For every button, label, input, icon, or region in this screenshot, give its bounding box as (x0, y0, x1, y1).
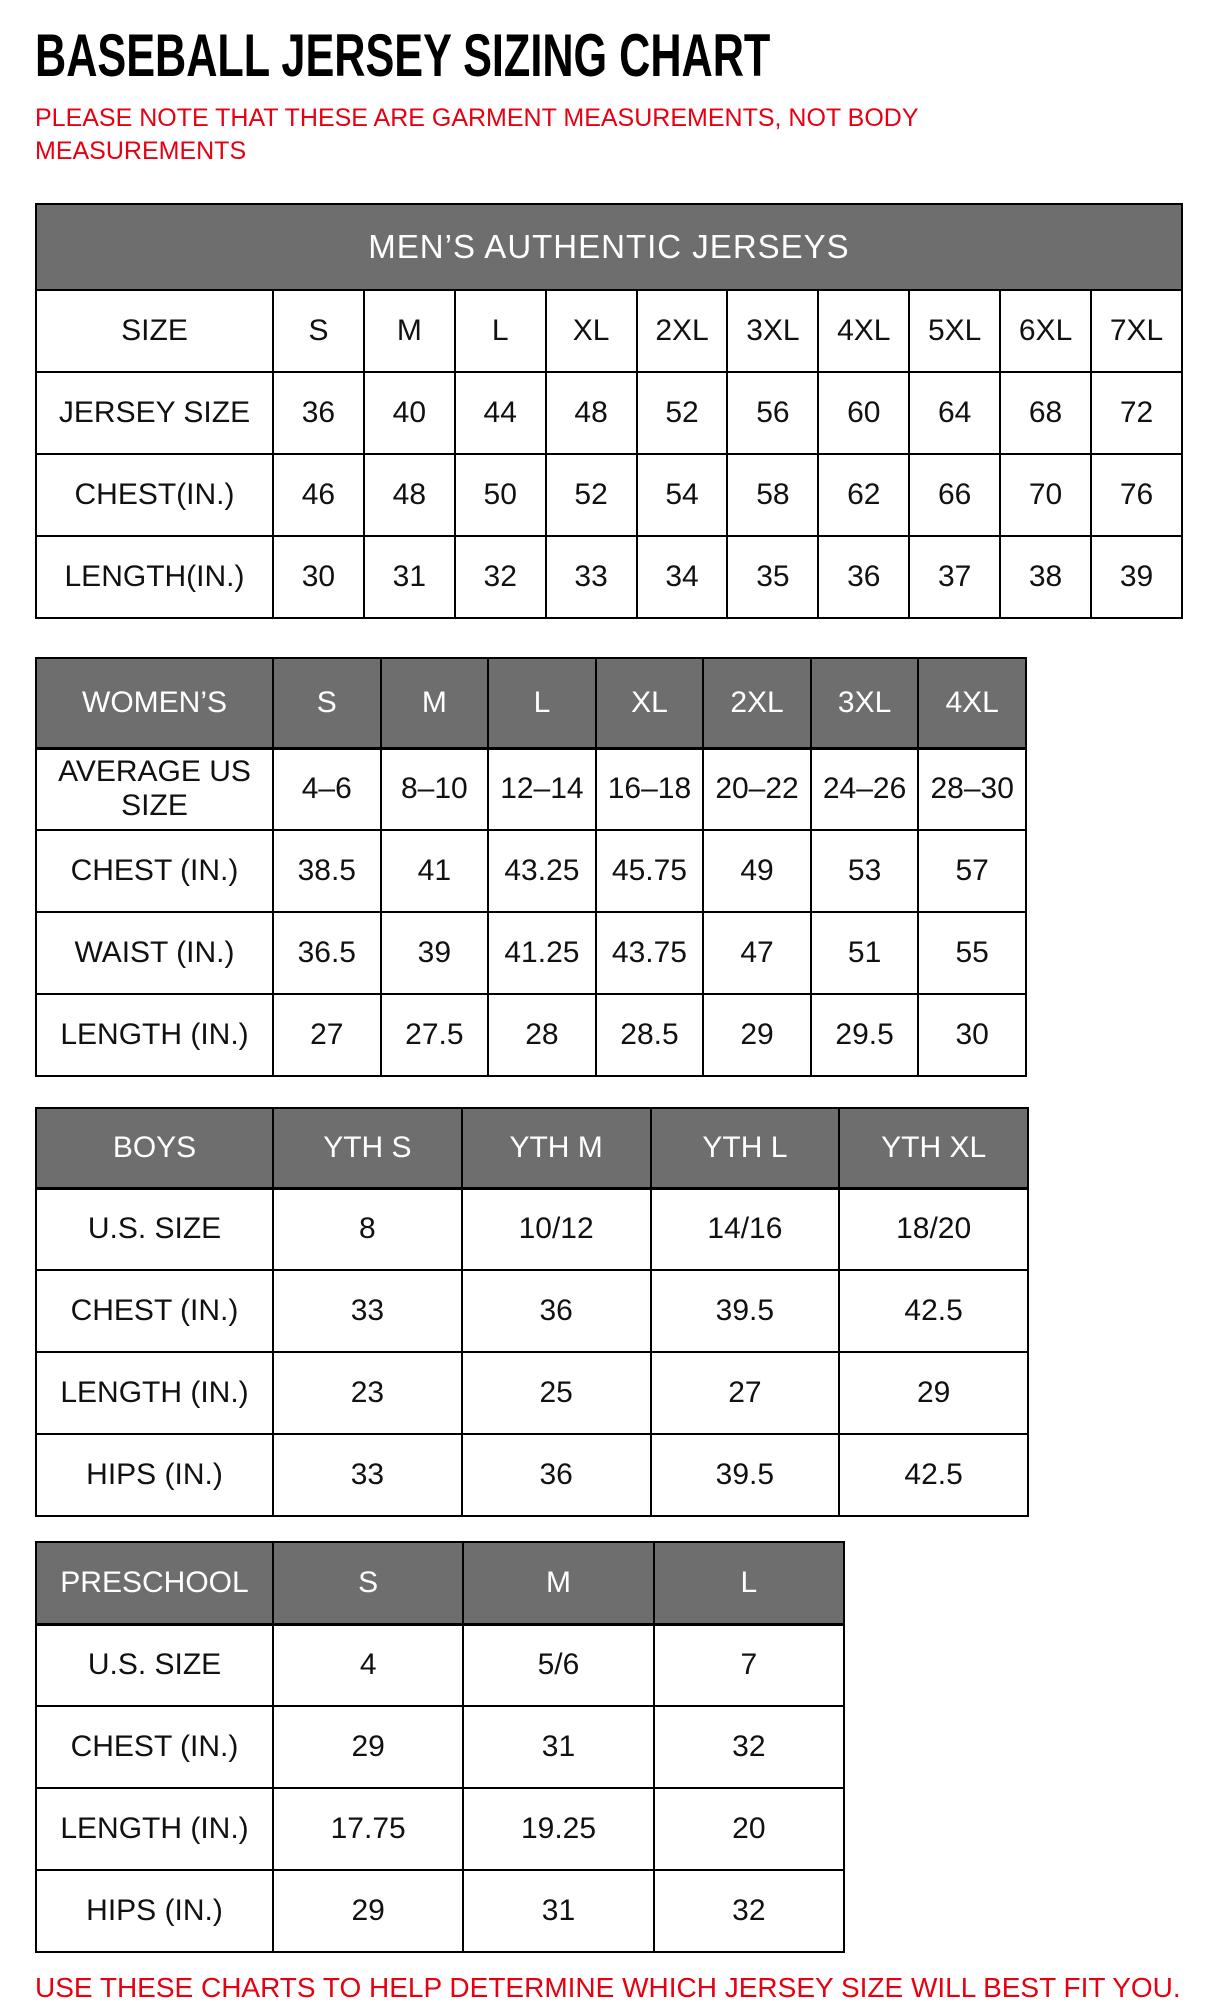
column-header-cell: 2XL (703, 658, 811, 748)
value-cell: 36 (462, 1434, 651, 1516)
footer-note: USE THESE CHARTS TO HELP DETERMINE WHICH JERSEY SIZE WILL BEST FIT YOU. (35, 1972, 1181, 2003)
column-header-cell: L (488, 658, 596, 748)
column-header-cell: YTH XL (839, 1108, 1028, 1188)
row-label-cell: CHEST (IN.) (36, 1270, 273, 1352)
column-header-cell: 6XL (1000, 290, 1091, 372)
row-label-cell: CHEST (IN.) (36, 1706, 273, 1788)
value-cell: 76 (1091, 454, 1182, 536)
column-header-cell: L (654, 1542, 844, 1624)
value-cell: 54 (637, 454, 728, 536)
value-cell: 35 (727, 536, 818, 618)
row-label-cell: U.S. SIZE (36, 1624, 273, 1706)
value-cell: 29 (839, 1352, 1028, 1434)
table-row (36, 830, 1026, 912)
table-row (36, 1706, 844, 1788)
row-label-cell: U.S. SIZE (36, 1188, 273, 1270)
value-cell: 64 (909, 372, 1000, 454)
value-cell: 52 (546, 454, 637, 536)
value-cell: 31 (364, 536, 455, 618)
row-label-cell: LENGTH (IN.) (36, 994, 273, 1076)
value-cell: 30 (273, 536, 364, 618)
column-header-cell: M (381, 658, 489, 748)
row-label-cell: JERSEY SIZE (36, 372, 273, 454)
value-cell: 37 (909, 536, 1000, 618)
value-cell: 36 (462, 1270, 651, 1352)
column-header-cell: 4XL (818, 290, 909, 372)
value-cell: 27 (651, 1352, 840, 1434)
column-header-cell: YTH M (462, 1108, 651, 1188)
value-cell: 42.5 (839, 1434, 1028, 1516)
value-cell: 41 (381, 830, 489, 912)
value-cell: 36 (273, 372, 364, 454)
column-header-row (36, 290, 1182, 372)
value-cell: 34 (637, 536, 728, 618)
value-cell: 12–14 (488, 748, 596, 830)
womens-sizing-table (35, 657, 1027, 1077)
table-row (36, 372, 1182, 454)
value-cell: 38 (1000, 536, 1091, 618)
row-label-cell: LENGTH (IN.) (36, 1352, 273, 1434)
table-row (36, 1188, 1028, 1270)
column-header-row (36, 1542, 844, 1624)
value-cell: 62 (818, 454, 909, 536)
value-cell: 33 (273, 1434, 462, 1516)
column-header-row (36, 658, 1026, 748)
value-cell: 17.75 (273, 1788, 463, 1870)
column-header-cell: XL (546, 290, 637, 372)
mens-authentic-jerseys-title-bar: MEN’S AUTHENTIC JERSEYS (36, 204, 1182, 290)
value-cell: 23 (273, 1352, 462, 1434)
value-cell: 8 (273, 1188, 462, 1270)
value-cell: 55 (918, 912, 1026, 994)
column-header-cell: YTH L (651, 1108, 840, 1188)
value-cell: 38.5 (273, 830, 381, 912)
value-cell: 29 (273, 1870, 463, 1952)
column-header-cell: S (273, 290, 364, 372)
value-cell: 57 (918, 830, 1026, 912)
row-label-cell: HIPS (IN.) (36, 1434, 273, 1516)
value-cell: 28.5 (596, 994, 704, 1076)
value-cell: 30 (918, 994, 1026, 1076)
header-label-cell: WOMEN’S (36, 658, 273, 748)
value-cell: 31 (463, 1870, 653, 1952)
value-cell: 36 (818, 536, 909, 618)
garment-measurements-note: PLEASE NOTE THAT THESE ARE GARMENT MEASUREMENTS, NOT BODY MEASUREMENTS (35, 104, 919, 165)
value-cell: 53 (811, 830, 919, 912)
value-cell: 32 (654, 1870, 844, 1952)
value-cell: 58 (727, 454, 818, 536)
value-cell: 40 (364, 372, 455, 454)
value-cell: 36.5 (273, 912, 381, 994)
value-cell: 29 (703, 994, 811, 1076)
value-cell: 10/12 (462, 1188, 651, 1270)
row-label-cell: AVERAGE US SIZE (36, 748, 273, 830)
value-cell: 5/6 (463, 1624, 653, 1706)
table-row (36, 1788, 844, 1870)
row-label-cell: LENGTH (IN.) (36, 1788, 273, 1870)
table-row (36, 536, 1182, 618)
preschool-sizing-table (35, 1541, 845, 1953)
column-header-cell: S (273, 1542, 463, 1624)
row-label-cell: CHEST(IN.) (36, 454, 273, 536)
value-cell: 50 (455, 454, 546, 536)
value-cell: 29.5 (811, 994, 919, 1076)
mens-sizing-table (35, 203, 1183, 619)
value-cell: 39 (381, 912, 489, 994)
column-header-cell: 3XL (727, 290, 818, 372)
column-header-cell: 5XL (909, 290, 1000, 372)
column-header-cell: YTH S (273, 1108, 462, 1188)
column-header-cell: M (364, 290, 455, 372)
table-row (36, 454, 1182, 536)
value-cell: 31 (463, 1706, 653, 1788)
row-label-cell: LENGTH(IN.) (36, 536, 273, 618)
value-cell: 20–22 (703, 748, 811, 830)
value-cell: 41.25 (488, 912, 596, 994)
row-label-cell: CHEST (IN.) (36, 830, 273, 912)
header-label-cell: SIZE (36, 290, 273, 372)
column-header-cell: XL (596, 658, 704, 748)
value-cell: 27 (273, 994, 381, 1076)
value-cell: 29 (273, 1706, 463, 1788)
value-cell: 39.5 (651, 1270, 840, 1352)
value-cell: 51 (811, 912, 919, 994)
value-cell: 68 (1000, 372, 1091, 454)
column-header-row (36, 1108, 1028, 1188)
value-cell: 49 (703, 830, 811, 912)
value-cell: 18/20 (839, 1188, 1028, 1270)
boys-sizing-table (35, 1107, 1029, 1517)
value-cell: 39 (1091, 536, 1182, 618)
table-row (36, 912, 1026, 994)
column-header-cell: 2XL (637, 290, 728, 372)
header-label-cell: BOYS (36, 1108, 273, 1188)
table-title-row (36, 204, 1182, 290)
value-cell: 46 (273, 454, 364, 536)
value-cell: 66 (909, 454, 1000, 536)
value-cell: 44 (455, 372, 546, 454)
value-cell: 8–10 (381, 748, 489, 830)
header-label-cell: PRESCHOOL (36, 1542, 273, 1624)
value-cell: 16–18 (596, 748, 704, 830)
value-cell: 20 (654, 1788, 844, 1870)
value-cell: 43.75 (596, 912, 704, 994)
value-cell: 32 (455, 536, 546, 618)
row-label-cell: HIPS (IN.) (36, 1870, 273, 1952)
value-cell: 60 (818, 372, 909, 454)
value-cell: 28 (488, 994, 596, 1076)
value-cell: 52 (637, 372, 728, 454)
value-cell: 47 (703, 912, 811, 994)
column-header-cell: M (463, 1542, 653, 1624)
column-header-cell: 3XL (811, 658, 919, 748)
value-cell: 27.5 (381, 994, 489, 1076)
table-row (36, 1270, 1028, 1352)
column-header-cell: 4XL (918, 658, 1026, 748)
value-cell: 33 (273, 1270, 462, 1352)
value-cell: 43.25 (488, 830, 596, 912)
value-cell: 48 (546, 372, 637, 454)
value-cell: 45.75 (596, 830, 704, 912)
value-cell: 56 (727, 372, 818, 454)
value-cell: 42.5 (839, 1270, 1028, 1352)
value-cell: 32 (654, 1706, 844, 1788)
value-cell: 4 (273, 1624, 463, 1706)
value-cell: 33 (546, 536, 637, 618)
value-cell: 19.25 (463, 1788, 653, 1870)
value-cell: 70 (1000, 454, 1091, 536)
value-cell: 48 (364, 454, 455, 536)
column-header-cell: L (455, 290, 546, 372)
row-label-cell: WAIST (IN.) (36, 912, 273, 994)
table-row (36, 1624, 844, 1706)
column-header-cell: S (273, 658, 381, 748)
page-title: BASEBALL JERSEY SIZING CHART (35, 22, 771, 89)
table-row (36, 994, 1026, 1076)
value-cell: 14/16 (651, 1188, 840, 1270)
table-row (36, 1434, 1028, 1516)
value-cell: 24–26 (811, 748, 919, 830)
table-row (36, 1352, 1028, 1434)
table-row (36, 1870, 844, 1952)
table-row (36, 748, 1026, 830)
column-header-cell: 7XL (1091, 290, 1182, 372)
value-cell: 72 (1091, 372, 1182, 454)
value-cell: 39.5 (651, 1434, 840, 1516)
value-cell: 28–30 (918, 748, 1026, 830)
value-cell: 25 (462, 1352, 651, 1434)
value-cell: 7 (654, 1624, 844, 1706)
value-cell: 4–6 (273, 748, 381, 830)
